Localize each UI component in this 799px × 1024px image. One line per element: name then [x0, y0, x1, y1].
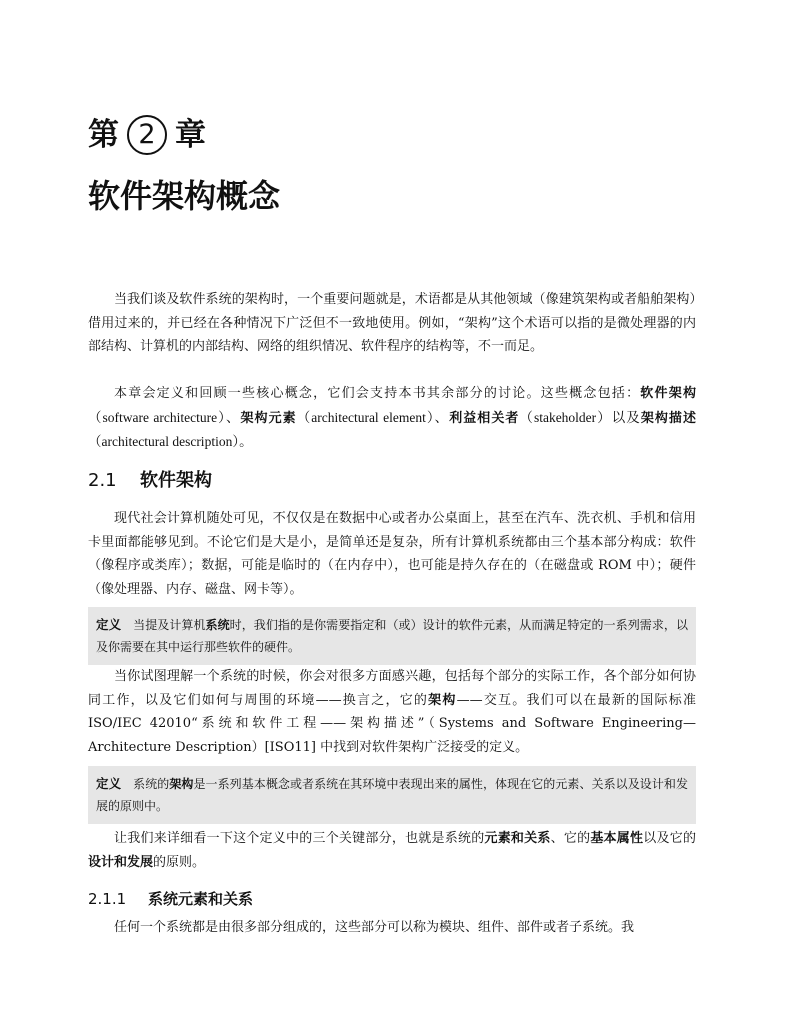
- chapter-prefix: 第: [88, 117, 119, 153]
- definition-box-system: 定义 当提及计算机系统时，我们指的是你需要指定和（或）设计的软件元素，从而满足特定的一系列需求，以及你需要在其中运行那些软件的硬件。: [88, 607, 696, 665]
- section-2-1-paragraph-1: 现代社会计算机随处可见，不仅仅是在数据中心或者办公桌面上，甚至在汽车、洗衣机、手机和信用卡里面都能够见到。不论它们是大是小，是简单还是复杂，所有计算机系统都由三个基本部分构成：软件（像程序或类库）；数据，可能是临时的（在内存中），也可能是持久存在的（在磁盘或 ROM 中）；硬件（像处理器、内存、磁盘、网卡等）。: [88, 511, 696, 597]
- definition-box-architecture: 定义 系统的架构是一系列基本概念或者系统在其环境中表现出来的属性，体现在它的元素、关系以及设计和发展的原则中。: [88, 766, 696, 824]
- term-stakeholder: 利益相关者: [449, 410, 520, 426]
- section-number: 2.1.1: [88, 890, 127, 908]
- term-architectural-description: 架构描述: [640, 410, 696, 426]
- intro-paragraph-2: 本章会定义和回顾一些核心概念，它们会支持本书其余部分的讨论。这些概念包括：软件架构（software architecture）、架构元素（architectural element）、利益相关者（stakeholder）以及架构描述（architectural description）。: [88, 386, 696, 449]
- chapter-title: 软件架构概念: [88, 177, 281, 215]
- section-2-1-1-paragraph-1: 任何一个系统都是由很多部分组成的，这些部分可以称为模块、组件、部件或者子系统。我: [114, 920, 635, 935]
- intro-paragraph-1: 当我们谈及软件系统的架构时，一个重要问题就是，术语都是从其他领域（像建筑架构或者船舶架构）借用过来的，并已经在各种情况下广泛但不一致地使用。例如，“架构”这个术语可以指的是微处理器的内部结构、计算机的内部结构、网络的组织情况、软件程序的结构等，不一而足。: [88, 292, 696, 354]
- section-title: 系统元素和关系: [148, 890, 254, 908]
- section-title: 软件架构: [140, 470, 212, 491]
- chapter-label: [88, 112, 206, 158]
- chapter-number-circle: 2: [127, 115, 167, 155]
- section-2-1-paragraph-3: 让我们来详细看一下这个定义中的三个关键部分，也就是系统的元素和关系、它的基本属性以及它的设计和发展的原则。: [88, 831, 696, 870]
- definition-label: 定义: [96, 617, 122, 632]
- term-software-architecture: 软件架构: [640, 386, 696, 401]
- section-number: 2.1: [88, 470, 117, 491]
- chapter-suffix: 章: [175, 117, 206, 153]
- section-heading-2-1-1: [88, 887, 253, 911]
- term-architectural-element: 架构元素: [240, 410, 297, 426]
- definition-label: 定义: [96, 776, 122, 791]
- section-2-1-paragraph-2: 当你试图理解一个系统的时候，你会对很多方面感兴趣，包括每个部分的实际工作，各个部分如何协同工作，以及它们如何与周围的环境——换言之，它的架构——交互。我们可以在最新的国际标准 ISO/IEC 42010“系统和软件工程——架构描述”（Systems and Software Engineering—Architecture Description）[ISO11] 中找到对软件架构广泛接受的定义。: [88, 669, 696, 755]
- section-heading-2-1: [88, 467, 212, 495]
